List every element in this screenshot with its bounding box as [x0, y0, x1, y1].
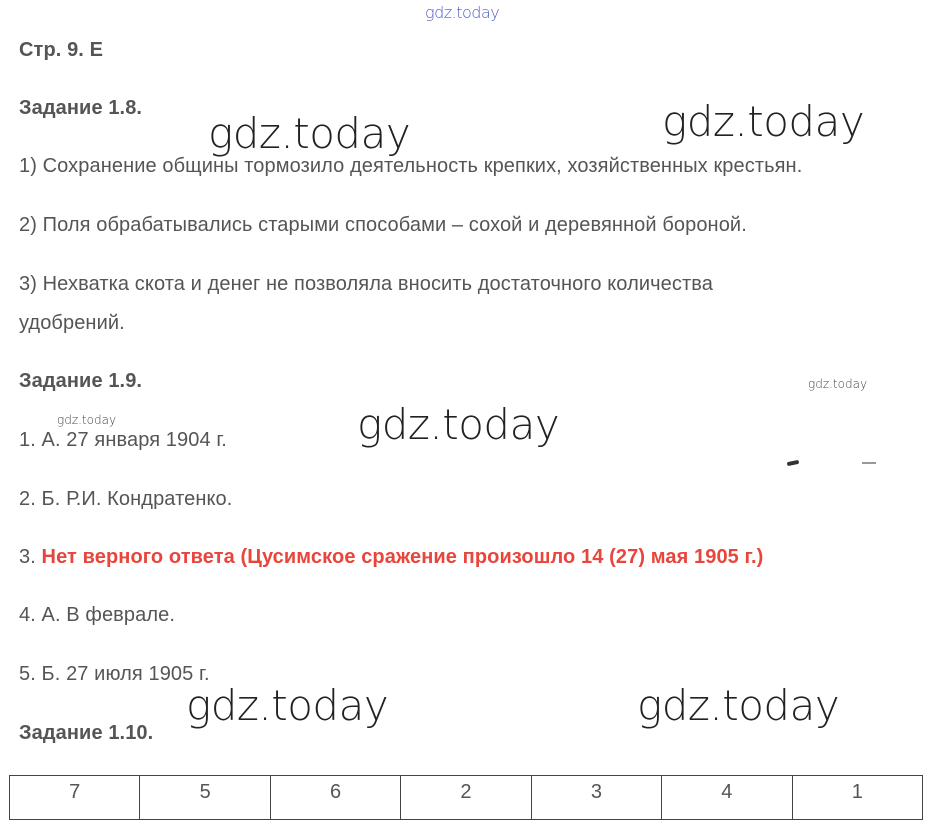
table-cell: 5: [140, 776, 270, 820]
table-cell: 7: [10, 776, 140, 820]
watermark-top: gdz.today: [425, 3, 500, 22]
watermark-large: gdz.today: [662, 97, 865, 146]
task-1-9-answer-2: 2. Б. Р.И. Кондратенко.: [19, 488, 233, 510]
speck-mark: [787, 460, 800, 466]
watermark-small: gdz.today: [808, 377, 868, 391]
table-cell: 4: [662, 776, 792, 820]
task-1-10-table: [9, 775, 923, 820]
task-1-9-title: Задание 1.9.: [19, 370, 143, 392]
task-1-9-answer-3-prefix: 3.: [19, 546, 42, 568]
page-reference: Стр. 9. Е: [19, 39, 104, 61]
task-1-8-item-2: 2) Поля обрабатывались старыми способами – сохой и деревянной бороной.: [19, 214, 747, 236]
task-1-8-item-3-cont: удобрений.: [19, 312, 125, 334]
table-cell: 2: [401, 776, 531, 820]
task-1-8-item-1: 1) Сохранение общины тормозило деятельность крепких, хозяйственных крестьян.: [19, 155, 803, 177]
table-cell: 6: [270, 776, 400, 820]
table-cell: 3: [531, 776, 661, 820]
watermark-large: gdz.today: [208, 109, 411, 158]
table-cell: 1: [792, 776, 922, 820]
task-1-10-title: Задание 1.10.: [19, 722, 154, 744]
task-1-9-answer-3-text: Нет верного ответа (Цусимское сражение произошло 14 (27) мая 1905 г.): [41, 546, 764, 568]
task-1-9-answer-1: 1. А. 27 января 1904 г.: [19, 429, 227, 451]
watermark-large: gdz.today: [186, 681, 389, 730]
task-1-9-answer-4: 4. А. В феврале.: [19, 604, 175, 626]
watermark-large: gdz.today: [637, 681, 840, 730]
task-1-8-item-3: 3) Нехватка скота и денег не позволяла вносить достаточного количества: [19, 273, 713, 295]
task-1-9-answer-5: 5. Б. 27 июля 1905 г.: [19, 663, 210, 685]
watermark-large: gdz.today: [357, 400, 560, 449]
task-1-8-title: Задание 1.8.: [19, 97, 143, 119]
speck-mark: [862, 462, 876, 464]
watermark-small: gdz.today: [57, 413, 117, 427]
table-row: [10, 776, 923, 820]
task-1-9-answer-3: [19, 545, 763, 569]
